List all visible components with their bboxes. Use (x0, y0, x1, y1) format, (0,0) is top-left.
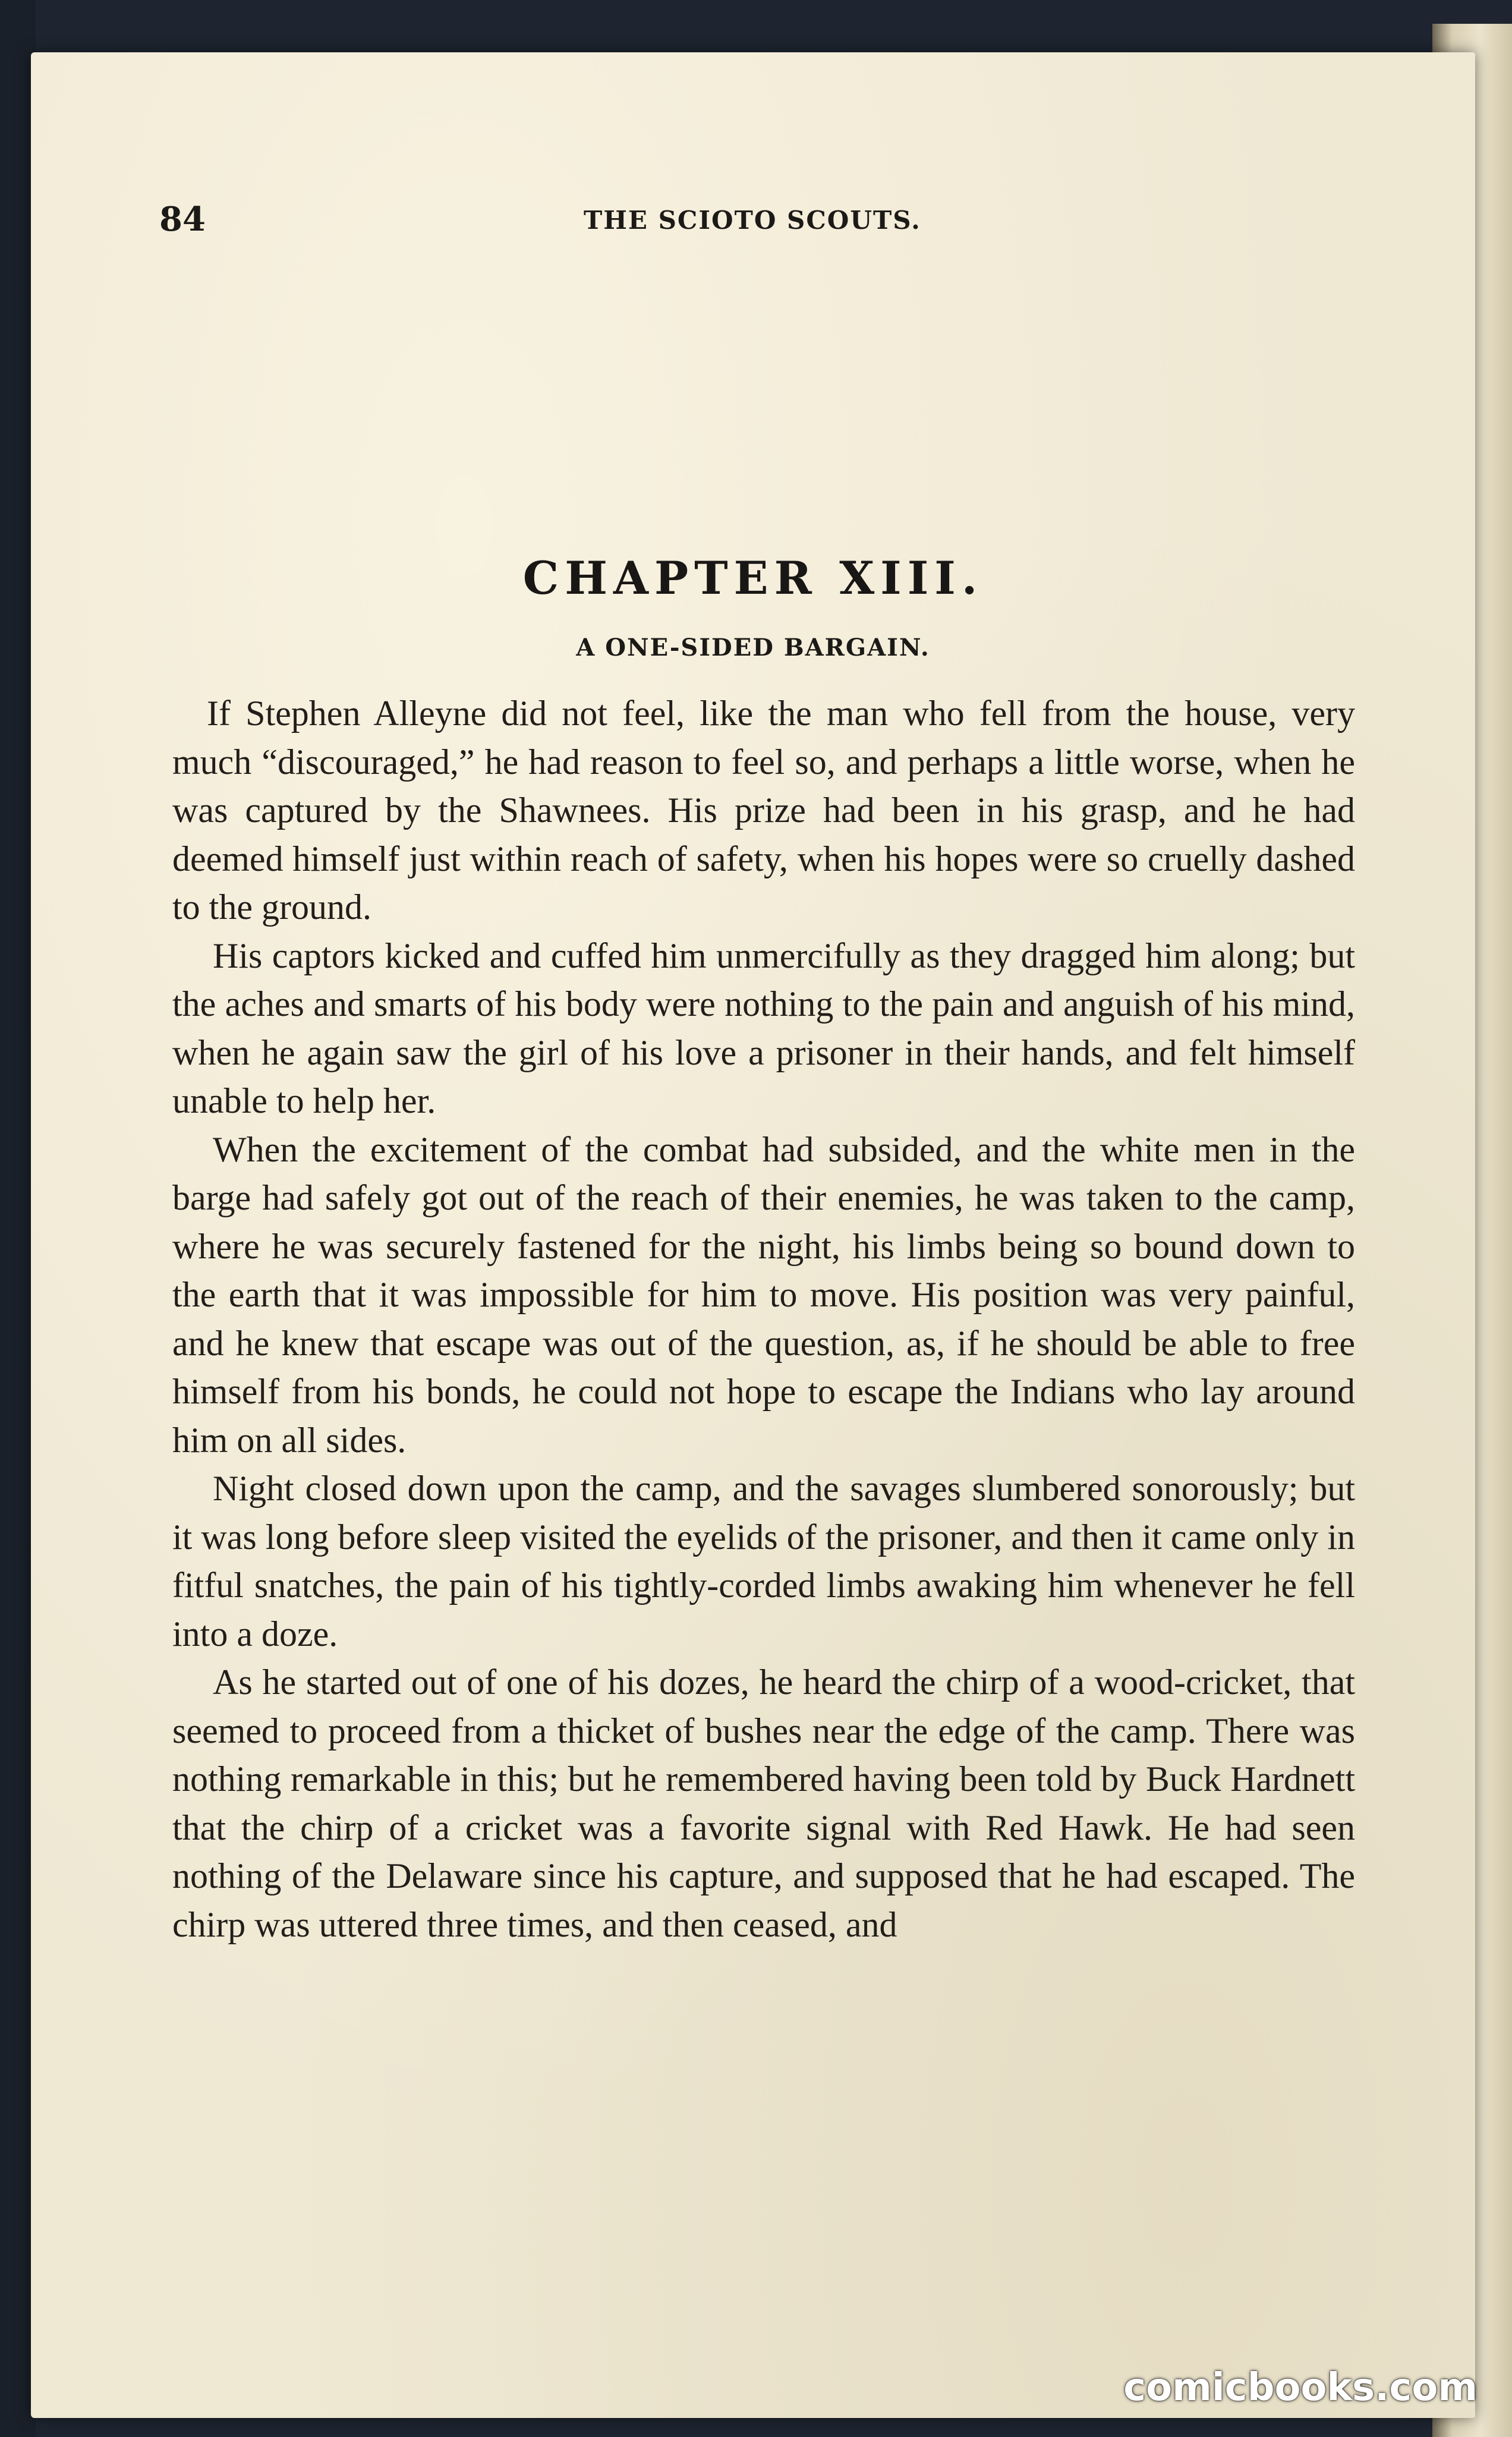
watermark: comicbooks.com (1123, 2366, 1478, 2410)
body-text (172, 689, 1355, 1949)
paragraph: As he started out of one of his dozes, he heard the chirp of a wood-cricket, that seemed to proceed from a thicket of bushes near the edge of the camp. There was nothing remarkable in this; but he remembered having been told by Buck Hardnett that the chirp of a cricket was a favorite signal with Red Hawk. He had seen nothing of the Delaware since his capture, and supposed that he had escaped. The chirp was uttered three times, and then ceased, and (172, 1663, 1355, 1944)
paragraph: If Stephen Alleyne did not feel, like the man who fell from the house, very much “discouraged,” he had reason to feel so, and perhaps a little worse, when he was captured by the Shawnees. His prize had been in his grasp, and he had deemed himself just within reach of safety, when his hopes were so cruelly dashed to the ground. (172, 694, 1355, 927)
page-number: 84 (159, 200, 206, 239)
book-cover-edge (0, 0, 36, 2437)
chapter-subtitle: A ONE-SIDED BARGAIN. (576, 634, 930, 662)
book-title: THE SCIOTO SCOUTS. (584, 206, 921, 235)
chapter-heading: CHAPTER XIII. (522, 552, 984, 604)
book-page (31, 52, 1475, 2418)
paragraph: When the excitement of the combat had subsided, and the white men in the barge had safely got out of the reach of their enemies, he was taken to the camp, where he was securely fastened for the night, his limbs being so bound down to the earth that it was impossible for him to move. His position was very painful, and he knew that escape was out of the question, as, if he should be able to free himself from his bonds, he could not hope to escape the Indians who lay around him on all sides. (172, 1129, 1355, 1460)
paragraph: His captors kicked and cuffed him unmercifully as they dragged him along; but the aches and smarts of his body were nothing to the pain and anguish of his mind, when he again saw the girl of his love a prisoner in their hands, and felt himself unable to help her. (172, 936, 1355, 1120)
paragraph: Night closed down upon the camp, and the savages slumbered sonorously; but it was long before sleep visited the eyelids of the prisoner, and then it came only in fitful snatches, the pain of his tightly-corded limbs awaking him whenever he fell into a doze. (172, 1469, 1355, 1654)
